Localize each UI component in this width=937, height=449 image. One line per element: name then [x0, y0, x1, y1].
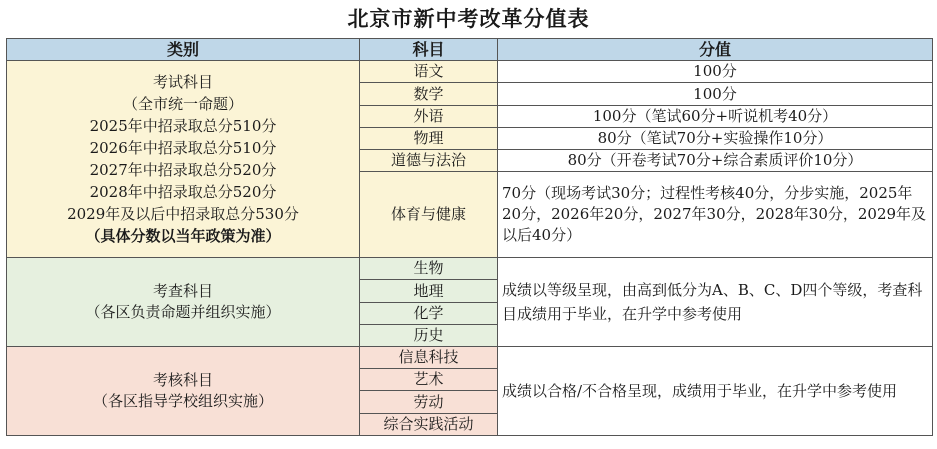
table-row [7, 61, 933, 83]
subject-art: 艺术 [360, 369, 498, 391]
score-math: 100分 [498, 83, 933, 105]
score-foreign-language: 100分（笔试60分+听说机考40分） [498, 105, 933, 127]
check-category-cell [7, 258, 360, 347]
check-score-cell: 成绩以等级呈现，由高到低分为A、B、C、D四个等级，考查科目成绩用于毕业，在升学中参考使用 [498, 258, 933, 347]
subject-labor: 劳动 [360, 391, 498, 413]
exam-category-note: （全市统一命题） [122, 95, 243, 114]
exam-policy-note: （具体分数以当年政策为准） [85, 227, 281, 246]
assess-category-note: （各区指导学校组织实施） [92, 392, 273, 411]
exam-total-2028: 2028年中招录取总分520分 [89, 183, 277, 202]
header-category: 类别 [7, 39, 360, 61]
subject-physics: 物理 [360, 127, 498, 149]
score-pe-health: 70分（现场考试30分；过程性考核40分，分步实施，2025年20分，2026年20分，2027年30分，2028年30分，2029年及以后40分） [498, 172, 933, 258]
subject-history: 历史 [360, 324, 498, 346]
exam-total-2026: 2026年中招录取总分510分 [89, 139, 277, 158]
header-row [7, 39, 933, 61]
score-chinese: 100分 [498, 61, 933, 83]
subject-biology: 生物 [360, 258, 498, 280]
subject-it: 信息科技 [360, 347, 498, 369]
check-category-name: 考查科目 [152, 282, 213, 301]
subject-morality-law: 道德与法治 [360, 150, 498, 172]
exam-category-name: 考试科目 [152, 73, 213, 92]
table-row [7, 258, 933, 280]
subject-foreign-language: 外语 [360, 105, 498, 127]
assess-score-cell: 成绩以合格/不合格呈现，成绩用于毕业，在升学中参考使用 [498, 347, 933, 436]
check-category-note: （各区负责命题并组织实施） [85, 303, 281, 322]
page-title: 北京市新中考改革分值表 [347, 7, 590, 31]
score-physics: 80分（笔试70分+实验操作10分） [498, 127, 933, 149]
subject-geography: 地理 [360, 280, 498, 302]
subject-math: 数学 [360, 83, 498, 105]
header-subject: 科目 [360, 39, 498, 61]
header-score: 分值 [498, 39, 933, 61]
assess-category-cell [7, 347, 360, 436]
subject-chinese: 语文 [360, 61, 498, 83]
subject-pe-health: 体育与健康 [360, 172, 498, 258]
exam-total-2027: 2027年中招录取总分520分 [89, 161, 277, 180]
exam-total-2029: 2029年及以后中招录取总分530分 [67, 205, 299, 224]
score-table [6, 38, 933, 436]
subject-practice: 综合实践活动 [360, 413, 498, 435]
assess-category-name: 考核科目 [152, 371, 213, 390]
exam-category-cell [7, 61, 360, 258]
score-morality-law: 80分（开卷考试70分+综合素质评价10分） [498, 150, 933, 172]
exam-total-2025: 2025年中招录取总分510分 [89, 117, 277, 136]
subject-chemistry: 化学 [360, 302, 498, 324]
table-row [7, 347, 933, 369]
